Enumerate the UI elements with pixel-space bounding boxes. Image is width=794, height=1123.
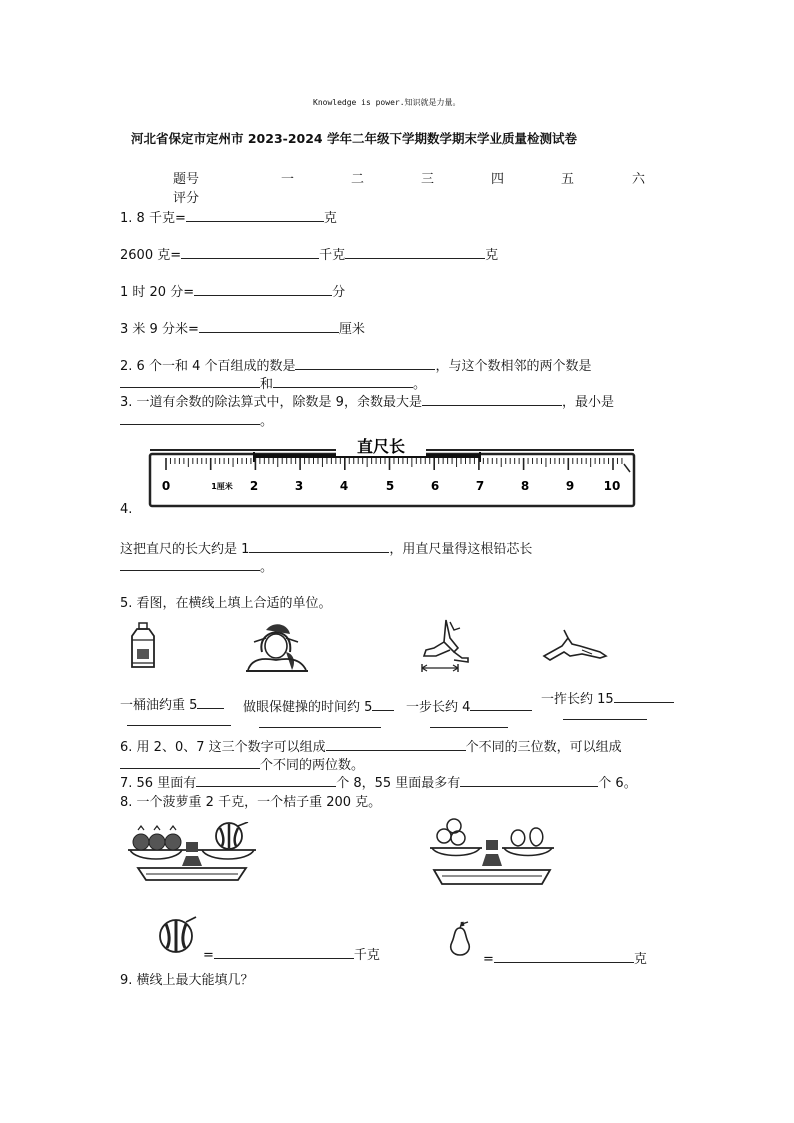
q3-line-2: 。 [120,410,273,429]
score-col-6: 六 [632,172,646,187]
q2-blank-3[interactable] [273,373,413,388]
ruler-figure [146,434,638,510]
step-length-icon [416,618,472,672]
q8-eq-2: = 克 [483,948,647,967]
ruler-label-3: 3 [294,479,304,493]
q5-blank-3[interactable] [470,696,532,711]
ruler-label-9: 9 [565,479,575,493]
header-motto: Knowledge is power.知识就是力量。 [313,98,461,107]
score-col-2: 二 [351,172,365,187]
q4-number: 4. [120,502,133,517]
q3-blank-2[interactable] [120,410,260,425]
ruler-label-4: 4 [339,479,349,493]
q5-item-4: 一拃长约 15 [541,688,674,707]
q5-extra-line-3 [430,727,508,728]
oil-bottle-icon [128,622,158,670]
q5-title: 5. 看图，在横线上填上合适的单位。 [120,596,332,611]
q8-blank-1[interactable] [214,944,354,959]
q6-line-2: 个不同的两位数。 [120,754,364,773]
q1-line-b: 2600 克= 千克 克 [120,244,498,263]
ruler-label-0: 0 [161,479,171,493]
ruler-label-1: 1厘米 [211,482,233,491]
q1-c-blank[interactable] [194,281,332,296]
eye-exercise-icon [244,618,310,672]
q5-item-2: 做眼保健操的时间约 5 [243,696,394,715]
pear-icon [446,920,474,956]
q4-blank-1[interactable] [249,538,389,553]
score-label-score: 评分 [173,191,200,206]
q5-blank-1[interactable] [197,694,224,709]
q9-text: 9. 横线上最大能填几？ [120,973,254,988]
q5-blank-2[interactable] [372,696,394,711]
watermelon-icon [158,916,198,954]
q8-eq-1: = 千克 [203,944,380,963]
ruler-label-6: 6 [430,479,440,493]
q7-line: 7. 56 里面有 个 8，55 里面最多有 个 6。 [120,772,637,791]
q7-blank-1[interactable] [196,772,336,787]
q1-line-d: 3 米 9 分米= 厘米 [120,318,365,337]
q3-blank-1[interactable] [422,391,562,406]
q5-item-1: 一桶油约重 5 [120,694,224,713]
q2-blank-2[interactable] [120,373,260,388]
q1-b-blank-2[interactable] [345,244,485,259]
score-col-5: 五 [561,172,575,187]
ruler-label-5: 5 [385,479,395,493]
score-col-4: 四 [491,172,505,187]
q1-line-c: 1 时 20 分= 分 [120,281,345,300]
q1-a-blank[interactable] [186,207,324,222]
q6-blank-1[interactable] [326,736,466,751]
hand-span-icon [542,628,608,662]
q5-extra-line-2 [259,727,381,728]
ruler-title: 直尺长 [356,437,406,456]
q7-blank-2[interactable] [460,772,598,787]
q5-blank-4[interactable] [614,688,674,703]
ruler-label-8: 8 [520,479,530,493]
q5-extra-line-4 [563,719,647,720]
q5-item-3: 一步长约 4 [406,696,532,715]
balance-scale-2 [428,818,556,888]
q5-extra-line-1 [127,725,231,726]
q4-blank-2[interactable] [120,556,260,571]
q6-blank-2[interactable] [120,754,260,769]
score-col-3: 三 [421,172,435,187]
ruler-label-7: 7 [475,479,485,493]
q2-blank-1[interactable] [295,355,435,370]
ruler-label-2: 2 [249,479,259,493]
score-label-no: 题号 [173,172,200,187]
q1-line-a: 1. 8 千克= 克 [120,207,337,226]
q3-line-1: 3. 一道有余数的除法算式中，除数是 9，余数最大是 ，最小是 [120,391,614,410]
q4-line-2: 。 [120,556,273,575]
q1-b-blank-1[interactable] [181,244,319,259]
q8-blank-2[interactable] [494,948,634,963]
q6-line-1: 6. 用 2、0、7 这三个数字可以组成 个不同的三位数，可以组成 [120,736,622,755]
balance-scale-1 [126,822,258,882]
q2-line-1: 2. 6 个一和 4 个百组成的数是 ，与这个数相邻的两个数是 [120,355,592,374]
q8-text: 8. 一个菠萝重 2 千克，一个桔子重 200 克。 [120,795,382,810]
q2-line-2: 和 。 [120,373,426,392]
score-col-1: 一 [281,172,295,187]
q4-line-1: 这把直尺的长大约是 1 ，用直尺量得这根铅芯长 [120,538,532,557]
q1-d-blank[interactable] [199,318,339,333]
page-title: 河北省保定市定州市 2023-2024 学年二年级下学期数学期末学业质量检测试卷 [131,131,577,146]
ruler-label-10: 10 [603,479,621,493]
